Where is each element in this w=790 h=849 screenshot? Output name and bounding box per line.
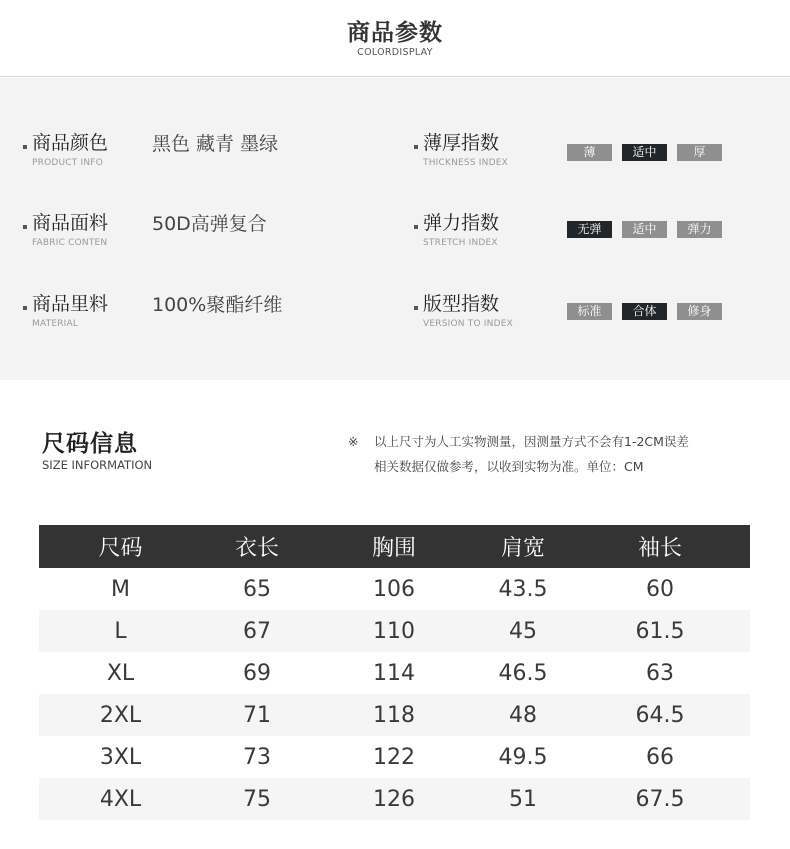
table-cell: 110 [373, 618, 415, 644]
fit-chip-standard: 标准 [567, 303, 612, 320]
table-cell: 75 [243, 786, 271, 812]
size-note-line1: 以上尺寸为人工实物测量，因测量方式不会有1-2CM误差 [374, 434, 689, 449]
thickness-scale [567, 144, 722, 161]
size-info-title: 尺码信息 [42, 431, 138, 457]
table-header-cell: 胸围 [371, 536, 416, 561]
param-color-value: 黑色 藏青 墨绿 [152, 133, 279, 155]
fit-chip-slim: 修身 [677, 303, 722, 320]
bullet-icon [414, 145, 418, 149]
size-info-subtitle: SIZE INFORMATION [42, 458, 153, 472]
table-cell: 71 [243, 702, 271, 728]
page-title: 商品参数 [347, 20, 443, 46]
bullet-icon [23, 225, 27, 229]
table-cell: 60 [646, 576, 674, 602]
param-thickness-label [423, 131, 508, 169]
fit-chip-fitted: 合体 [622, 303, 667, 320]
param-stretch-en: STRETCH INDEX [423, 238, 498, 248]
table-cell: 63 [646, 660, 674, 686]
table-cell: 4XL [99, 786, 142, 812]
header-divider [0, 76, 790, 77]
table-cell: 48 [509, 702, 537, 728]
bullet-icon [23, 145, 27, 149]
table-row [39, 778, 750, 820]
size-table [39, 525, 750, 820]
param-fit-label [423, 292, 513, 330]
table-cell: 118 [373, 702, 415, 728]
table-cell: 73 [243, 744, 271, 770]
table-cell: 106 [373, 576, 415, 602]
table-row [39, 652, 750, 694]
params-panel [0, 78, 790, 380]
param-lining-label [32, 292, 108, 330]
table-cell: 126 [373, 786, 415, 812]
param-color-en: PRODUCT INFO [32, 158, 103, 168]
stretch-chip-none: 无弹 [567, 221, 612, 238]
table-cell: 2XL [99, 702, 142, 728]
table-cell: 67.5 [635, 786, 685, 812]
table-cell: XL [106, 660, 135, 686]
thickness-chip-thick: 厚 [677, 144, 722, 161]
param-thickness-en: THICKNESS INDEX [423, 158, 508, 168]
table-cell: 64.5 [635, 702, 685, 728]
table-header-cell: 袖长 [637, 536, 682, 561]
table-row [39, 736, 750, 778]
table-header-cell: 肩宽 [500, 536, 545, 561]
table-cell: 65 [243, 576, 271, 602]
param-fabric-en: FABRIC CONTEN [32, 238, 108, 248]
table-cell: 51 [509, 786, 537, 812]
table-row [39, 610, 750, 652]
table-header-cell: 尺码 [98, 536, 143, 561]
thickness-chip-thin: 薄 [567, 144, 612, 161]
param-stretch-cn: 弹力指数 [423, 212, 500, 234]
param-stretch-label [423, 211, 499, 249]
page-subtitle: COLORDISPLAY [357, 47, 433, 58]
table-cell: M [111, 576, 130, 602]
param-fabric-value: 50D高弹复合 [152, 213, 267, 235]
bullet-icon [23, 306, 27, 310]
table-cell: 3XL [99, 744, 142, 770]
table-cell: 45 [509, 618, 537, 644]
param-thickness-cn: 薄厚指数 [423, 132, 500, 154]
stretch-scale [567, 221, 722, 238]
table-cell: 46.5 [498, 660, 548, 686]
thickness-chip-medium: 适中 [622, 144, 667, 161]
table-cell: L [114, 618, 127, 644]
table-header-cell: 衣长 [234, 536, 279, 561]
param-lining-en: MATERIAL [32, 319, 79, 329]
stretch-chip-high: 弹力 [677, 221, 722, 238]
table-cell: 66 [646, 744, 674, 770]
table-cell: 49.5 [498, 744, 548, 770]
table-header-row [39, 525, 750, 568]
stretch-chip-medium: 适中 [622, 221, 667, 238]
fit-scale [567, 303, 722, 320]
page-header [0, 0, 790, 78]
param-fit-cn: 版型指数 [423, 293, 500, 315]
table-cell: 114 [373, 660, 415, 686]
table-cell: 67 [243, 618, 271, 644]
size-note-line2: 相关数据仅做参考，以收到实物为准。单位：CM [374, 459, 644, 474]
param-color-label [32, 131, 108, 169]
table-cell: 122 [373, 744, 415, 770]
param-fabric-cn: 商品面料 [32, 212, 109, 234]
table-cell: 61.5 [635, 618, 685, 644]
bullet-icon [414, 306, 418, 310]
table-cell: 69 [243, 660, 271, 686]
table-row [39, 568, 750, 610]
bullet-icon [414, 225, 418, 229]
param-lining-cn: 商品里料 [32, 293, 109, 315]
reference-mark-icon: ※ [348, 434, 359, 449]
table-cell: 43.5 [498, 576, 548, 602]
table-row [39, 694, 750, 736]
param-fabric-label [32, 211, 108, 249]
param-color-cn: 商品颜色 [32, 132, 109, 154]
param-lining-value: 100%聚酯纤维 [152, 294, 283, 316]
param-fit-en: VERSION TO INDEX [423, 319, 513, 329]
